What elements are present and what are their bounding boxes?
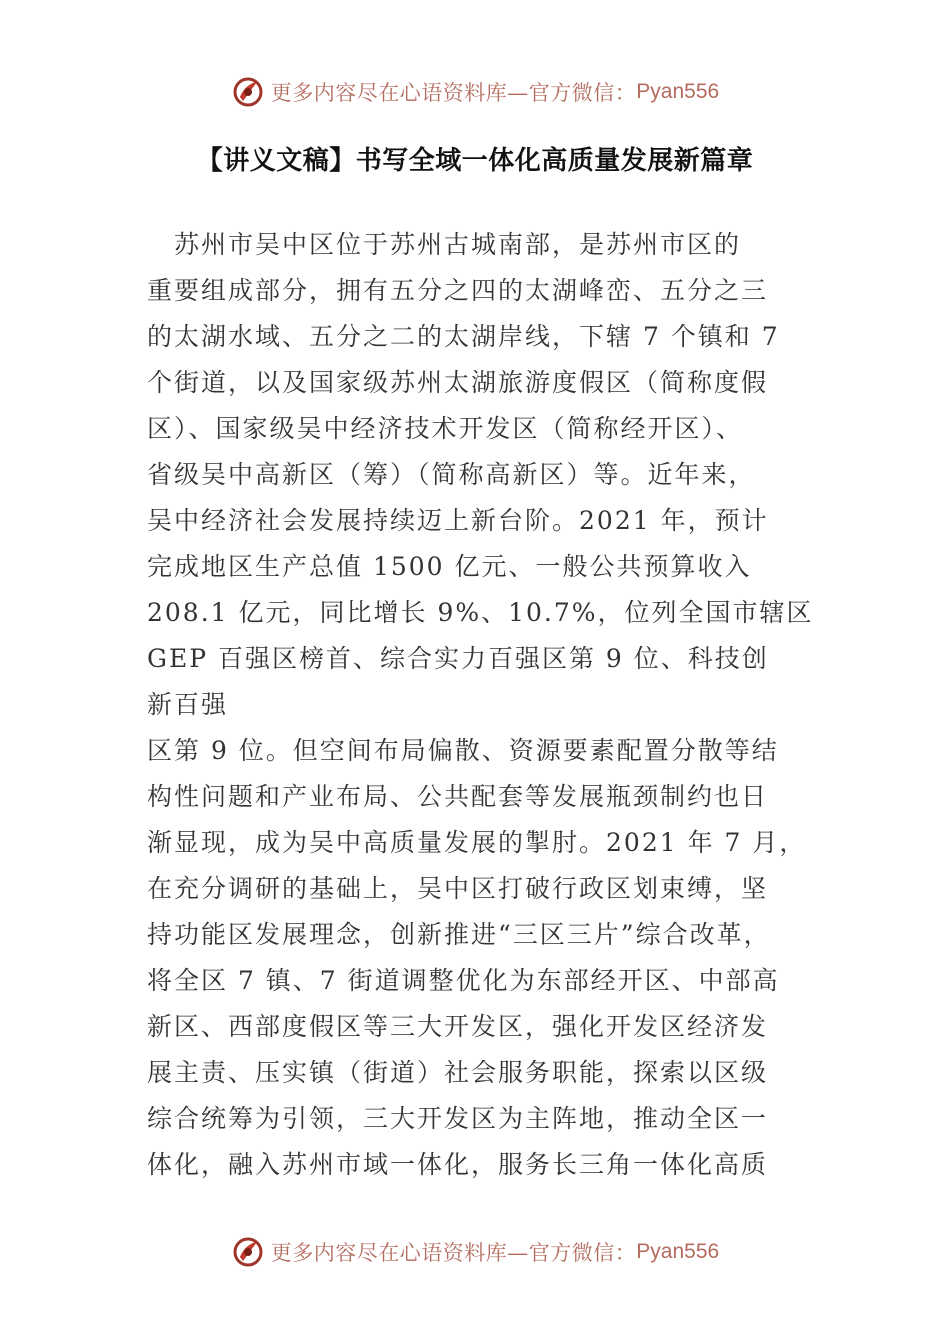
paragraph-line: 的太湖水域、五分之二的太湖岸线，下辖 7 个镇和 7 bbox=[147, 322, 780, 351]
paragraph-line: 个街道，以及国家级苏州太湖旅游度假区（简称度假 bbox=[147, 368, 769, 397]
logo-icon bbox=[231, 75, 265, 109]
header-banner bbox=[0, 72, 950, 112]
paragraph-line: 吴中经济社会发展持续迈上新台阶。2021 年，预计 bbox=[147, 506, 769, 535]
footer-wechat-id: Pyan556 bbox=[636, 1240, 720, 1263]
paragraph-line: 在充分调研的基础上，吴中区打破行政区划束缚，坚 bbox=[147, 874, 769, 903]
paragraph-line: 省级吴中高新区（筹）（简称高新区）等。近年来， bbox=[147, 460, 756, 489]
paragraph-line: 208.1 亿元，同比增长 9%、10.7%，位列全国市辖区 bbox=[147, 598, 814, 627]
header-banner-text: 更多内容尽在心语资料库—官方微信： bbox=[270, 81, 637, 105]
footer-banner bbox=[0, 1232, 950, 1272]
paragraph-line: 苏州市吴中区位于苏州古城南部，是苏州市区的 bbox=[147, 230, 742, 259]
document-title: 【讲义文稿】书写全域一体化高质量发展新篇章 bbox=[196, 146, 754, 176]
logo-icon bbox=[231, 1235, 265, 1269]
paragraph-line: 综合统筹为引领，三大开发区为主阵地，推动全区一 bbox=[147, 1104, 769, 1133]
paragraph-line: 重要组成部分，拥有五分之四的太湖峰峦、五分之三 bbox=[147, 276, 769, 305]
header-wechat-id: Pyan556 bbox=[636, 80, 720, 103]
paragraph-line: 完成地区生产总值 1500 亿元、一般公共预算收入 bbox=[147, 552, 752, 581]
paragraph-line: 新区、西部度假区等三大开发区，强化开发区经济发 bbox=[147, 1012, 769, 1041]
paragraph-line: 将全区 7 镇、7 街道调整优化为东部经开区、中部高 bbox=[147, 966, 780, 995]
paragraph-line: 新百强 bbox=[147, 690, 229, 719]
paragraph-line: 展主责、压实镇（街道）社会服务职能，探索以区级 bbox=[147, 1058, 769, 1087]
paragraph-line: GEP 百强区榜首、综合实力百强区第 9 位、科技创 bbox=[147, 644, 769, 673]
footer-banner-text: 更多内容尽在心语资料库—官方微信： bbox=[270, 1241, 637, 1265]
paragraph-line: 区）、国家级吴中经济技术开发区（简称经开区）、 bbox=[147, 414, 744, 443]
paragraph-line: 区第 9 位。但空间布局偏散、资源要素配置分散等结 bbox=[147, 736, 779, 765]
paragraph-line: 体化，融入苏州市域一体化，服务长三角一体化高质 bbox=[147, 1150, 769, 1179]
paragraph-line: 构性问题和产业布局、公共配套等发展瓶颈制约也日 bbox=[147, 782, 769, 811]
paragraph-line: 渐显现，成为吴中高质量发展的掣肘。2021 年 7 月， bbox=[147, 828, 807, 857]
paragraph-line: 持功能区发展理念，创新推进“三区三片”综合改革， bbox=[147, 920, 771, 949]
document-body bbox=[147, 222, 827, 1188]
